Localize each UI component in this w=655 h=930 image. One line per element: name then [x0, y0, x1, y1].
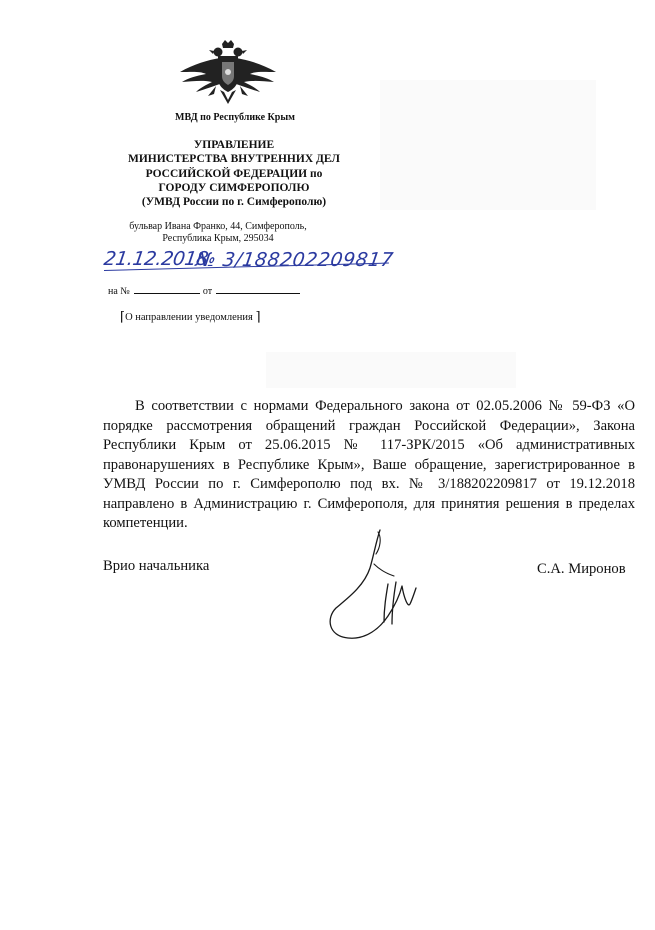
- handwritten-registration-date: 21.12.2018: [102, 248, 210, 270]
- handwritten-registration-number: № 3/188202209817: [194, 249, 395, 271]
- department-line: РОССИЙСКОЙ ФЕДЕРАЦИИ по: [145, 167, 323, 180]
- address-line: Республика Крым, 295034: [162, 233, 274, 244]
- department-line: МИНИСТЕРСТВА ВНУТРЕННИХ ДЕЛ: [127, 153, 341, 166]
- letter-body: [103, 397, 635, 534]
- department-line: ГОРОДУ СИМФЕРОПОЛЮ: [158, 181, 310, 194]
- ref-date-blank: [216, 284, 300, 294]
- ref-number-blank: [134, 284, 200, 294]
- body-paragraph: В соответствии с нормами Федерального закона от 02.05.2006 № 59-ФЗ «О порядке рассмотрения обращений граждан Российской Федерации», Закона Республики Крым от 25.06.2015 № 117-ЗРК/2015 «Об административных правонарушениях в Республике Крым», Ваше обращение, зарегистрированное в УМВД России по г. Симферополю под вх. № 3/188202209817 от 19.12.2018 направлено в Администрацию г. Симферополя, для принятия решения в пределах компетенции.: [103, 398, 635, 531]
- signatory-position: Врио начальника: [103, 558, 210, 574]
- subject-open-bracket: ⌈: [120, 309, 126, 324]
- subject-close-bracket: ⌉: [255, 309, 261, 324]
- redacted-recipient-block: [380, 80, 596, 210]
- signatory-name: С.А. Миронов: [537, 561, 626, 577]
- reference-row: [108, 284, 300, 297]
- ref-date-label: от: [202, 286, 213, 297]
- agency-name: МВД по Республике Крым: [175, 112, 295, 123]
- ref-number-label: на №: [108, 286, 130, 297]
- department-line: (УМВД России по г. Симферополю): [141, 196, 327, 209]
- double-headed-eagle-emblem-icon: [178, 38, 278, 106]
- subject-text: О направлении уведомления: [125, 312, 253, 323]
- department-name: [96, 138, 372, 209]
- redacted-addressee-block: [266, 352, 516, 388]
- address-line: бульвар Ивана Франко, 44, Симферополь,: [129, 221, 307, 232]
- handwritten-signature: [318, 524, 428, 644]
- department-line: УПРАВЛЕНИЕ: [193, 139, 275, 151]
- department-address: [104, 221, 332, 245]
- subject-line: [120, 309, 261, 325]
